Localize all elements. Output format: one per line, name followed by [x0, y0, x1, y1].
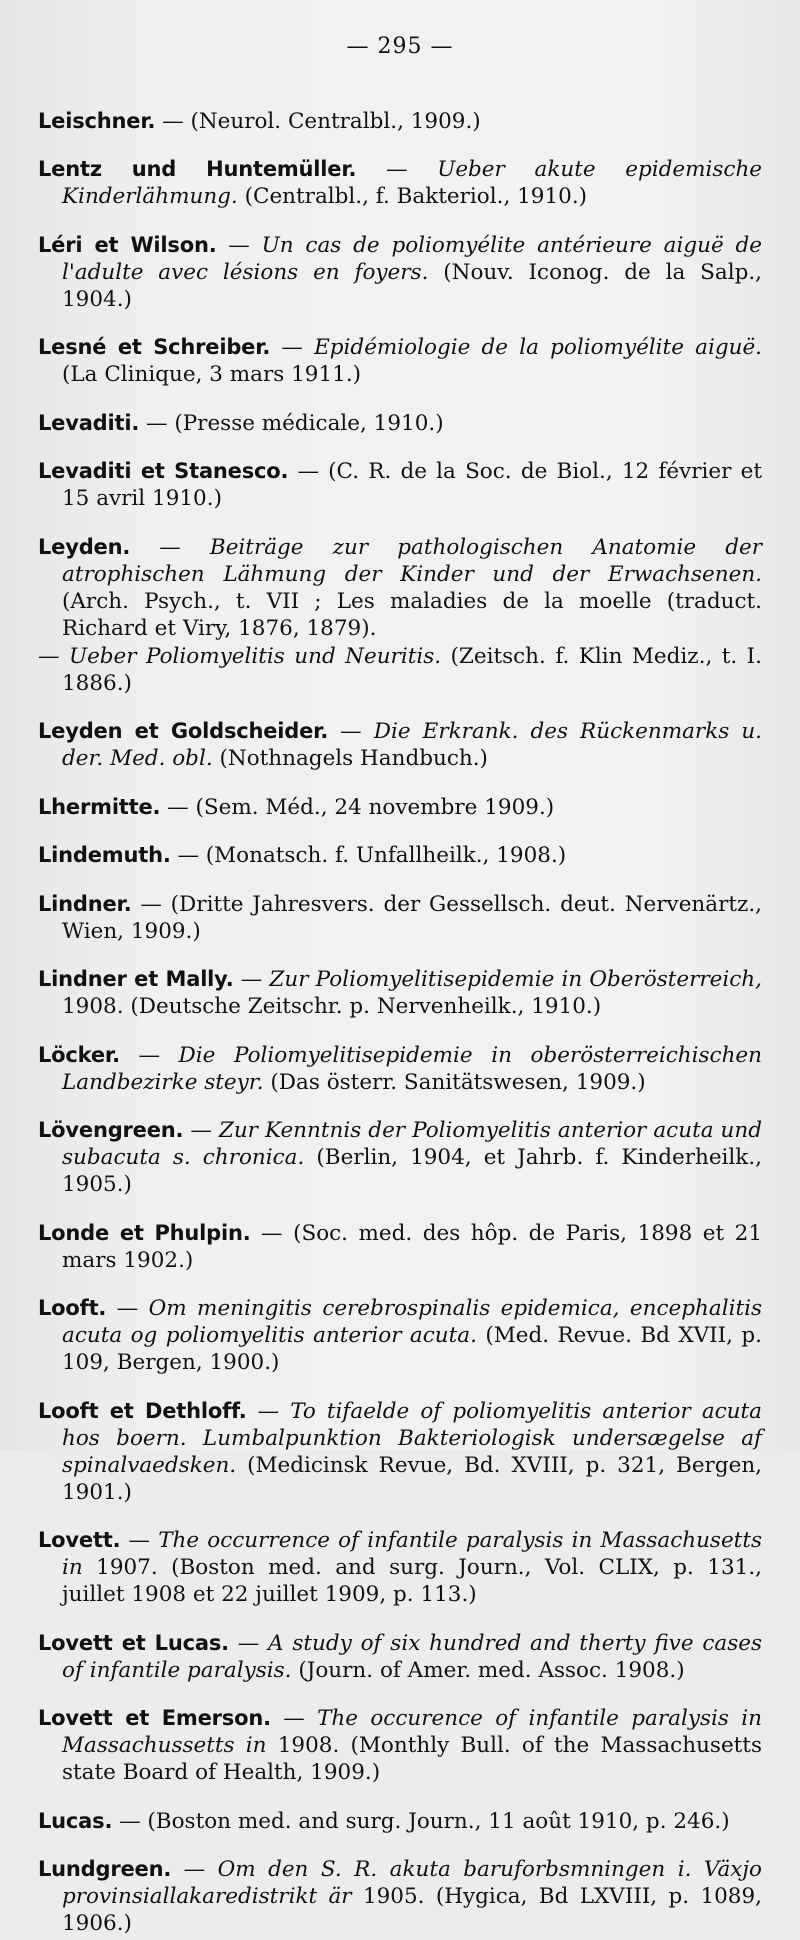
work-title: Die Poliomyelitisepidemie in oberösterreichischen Landbezirke steyr.: [62, 1042, 762, 1095]
bibliography-entry: [38, 643, 762, 697]
bibliography-entry: [38, 794, 762, 821]
bibliography-entry: [38, 718, 762, 772]
author-name: Londe et Phulpin.: [38, 1220, 251, 1245]
author-name: Leyden.: [38, 534, 131, 559]
author-name: Lovett et Emerson.: [38, 1706, 271, 1730]
bibliography-entry: [38, 891, 762, 945]
bibliography-entry: [38, 410, 762, 437]
publication-details: (Nouv. Iconog. de la Salp., 1904.): [62, 259, 763, 312]
publication-details: 1908. (Monthly Bull. of the Massachusetts state Board of Health, 1909.): [62, 1733, 762, 1785]
publication-details: 1905. (Hygica, Bd LXVIII, p. 1089, 1906.): [62, 1884, 762, 1936]
entry-dash: —: [183, 1118, 219, 1143]
bibliography-entry: [38, 458, 762, 512]
entry-dash: —: [328, 719, 374, 744]
bibliography-entry: [38, 1856, 762, 1937]
entry-dash: —: [130, 534, 210, 560]
publication-details: (Monatsch. f. Unfallheilk., 1908.): [205, 843, 567, 868]
publication-details: (Medicinsk Revue, Bd. XVIII, p. 321, Bergen, 1901.): [62, 1452, 762, 1505]
work-title: Om den S. R. akuta baruforbsmningen i. Växjo provinsiallakaredistrikt är: [62, 1857, 762, 1909]
bibliography-entry: [38, 966, 762, 1020]
author-name: Looft.: [38, 1296, 107, 1320]
entry-dash: —: [233, 967, 270, 992]
bibliography-entry: [38, 1398, 762, 1506]
publication-details: (Soc. med. des hôp. de Paris, 1898 et 21 mars 1902.): [62, 1220, 762, 1273]
work-title: The occurrence of infantile paralysis in Massachusetts in: [62, 1528, 762, 1580]
publication-details: (Nothnagels Handbuch.): [212, 746, 488, 771]
bibliography-entry: [38, 156, 762, 210]
work-title: Un cas de poliomyélite antérieure aiguë de l'adulte avec lésions en foyers.: [62, 232, 762, 285]
entry-dash: —: [155, 108, 191, 134]
entry-dash: —: [246, 1398, 291, 1424]
entry-dash: —: [119, 1042, 179, 1068]
entry-dash: —: [270, 335, 315, 360]
work-title: Ueber Poliomyelitis und Neuritis.: [68, 643, 442, 669]
author-name: Leyden et Goldscheider.: [38, 719, 329, 743]
entry-dash: —: [139, 410, 175, 436]
publication-details: (Dritte Jahresvers. der Gessellsch. deut. Nervenärtz., Wien, 1909.): [62, 891, 762, 944]
bibliography-entry: [38, 1042, 762, 1096]
bibliography-entry: [38, 1117, 762, 1198]
entry-dash: —: [228, 1630, 269, 1656]
author-name: Lindemuth.: [38, 843, 171, 867]
bibliography-entry: [38, 842, 762, 869]
publication-details: (Arch. Psych., t. VII ; Les maladies de la moelle (traduct. Richard et Viry, 1876, 1879).: [62, 588, 762, 641]
publication-details: (La Clinique, 3 mars 1911.): [62, 362, 362, 387]
entry-dash: —: [112, 1808, 148, 1834]
work-title: Epidémiologie de la poliomyélite aiguë.: [314, 335, 763, 360]
entry-dash: —: [38, 643, 69, 669]
bibliography-entry: [38, 534, 762, 642]
bibliography-entry: [38, 1808, 762, 1835]
author-name: Lesné et Schreiber.: [38, 335, 271, 359]
author-name: Lövengreen.: [38, 1118, 184, 1142]
work-title: A study of six hundred and therty five cases of infantile paralysis.: [62, 1630, 763, 1683]
entry-dash: —: [170, 843, 206, 868]
publication-details: (C. R. de la Soc. de Biol., 12 février et 15 avril 1910.): [62, 459, 762, 511]
work-title: Zur Kenntnis der Poliomyelitis anterior acuta und subacuta s. chronica.: [62, 1118, 763, 1170]
publication-details: (Neurol. Centralbl., 1909.): [190, 108, 481, 134]
author-name: Lindner.: [38, 891, 132, 916]
publication-details: (Presse médicale, 1910.): [174, 410, 444, 436]
bibliography-entry: [38, 1705, 762, 1786]
entry-dash: —: [131, 891, 171, 917]
author-name: Lentz und Huntemüller.: [38, 157, 357, 181]
author-name: Lhermitte.: [38, 794, 161, 819]
work-title: Om meningitis cerebrospinalis epidemica, encephalitis acuta og poliomyelitis anterior acuta.: [62, 1296, 762, 1348]
entry-dash: —: [288, 459, 329, 484]
author-name: Lucas.: [38, 1808, 113, 1833]
publication-details: (Boston med. and surg. Journ., 11 août 1910, p. 246.): [147, 1808, 730, 1834]
bibliography-entry: [38, 108, 762, 135]
entry-dash: —: [356, 157, 438, 182]
author-name: Lovett et Lucas.: [38, 1630, 229, 1655]
entry-dash: —: [106, 1296, 149, 1321]
publication-details: (Zeitsch. f. Klin Mediz., t. I. 1886.): [62, 643, 762, 696]
bibliography-entry: [38, 1630, 762, 1684]
bibliography-entry: [38, 1295, 762, 1376]
author-name: Léri et Wilson.: [38, 232, 217, 257]
author-name: Löcker.: [38, 1042, 120, 1067]
publication-details: (Berlin, 1904, et Jahrb. f. Kinderheilk., 1905.): [62, 1145, 762, 1197]
entry-dash: —: [250, 1220, 294, 1246]
publication-details: (Journ. of Amer. med. Assoc. 1908.): [291, 1657, 685, 1683]
entry-dash: —: [216, 232, 262, 258]
entry-dash: —: [160, 794, 196, 820]
entry-dash: —: [270, 1706, 318, 1731]
work-title: To tifaelde of poliomyelitis anterior acuta hos boern. Lumbalpunktion Bakteriologisk undersægelse af spinalvaedsken.: [62, 1398, 762, 1478]
publication-details: 1908. (Deutsche Zeitschr. p. Nervenheilk., 1910.): [62, 994, 602, 1019]
publication-details: (Med. Revue. Bd XVII, p. 109, Bergen, 1900.): [62, 1323, 763, 1375]
author-name: Lindner et Mally.: [38, 967, 234, 991]
author-name: Levaditi.: [38, 410, 140, 435]
work-title: Zur Poliomyelitisepidemie in Oberösterreich,: [269, 967, 762, 992]
work-title: The occurence of infantile paralysis in Massachussetts in: [62, 1706, 762, 1758]
bibliography-entry: [38, 1220, 762, 1274]
author-name: Lovett.: [38, 1528, 121, 1552]
work-title: Ueber akute epidemische Kinderlähmung.: [62, 157, 763, 209]
work-title: Beiträge zur pathologischen Anatomie der atrophischen Lähmung der Kinder und der Erwachsenen.: [62, 534, 763, 587]
publication-details: 1907. (Boston med. and surg. Journ., Vol. CLIX, p. 131., juillet 1908 et 22 juillet 1909, p. 113.): [62, 1555, 762, 1607]
author-name: Looft et Dethloff.: [38, 1398, 247, 1423]
publication-details: (Das österr. Sanitätswesen, 1909.): [263, 1069, 646, 1095]
bibliography-list: [38, 86, 762, 1940]
bibliography-entry: [38, 334, 762, 388]
bibliography-entry: [38, 232, 762, 313]
work-title: Die Erkrank. des Rückenmarks u. der. Med. obl.: [62, 719, 762, 771]
author-name: Levaditi et Stanesco.: [38, 459, 289, 483]
author-name: Lundgreen.: [38, 1857, 172, 1881]
page-number: — 295 —: [346, 34, 454, 59]
entry-dash: —: [120, 1528, 159, 1553]
author-name: Leischner.: [38, 108, 156, 133]
publication-details: (Sem. Méd., 24 novembre 1909.): [195, 794, 555, 820]
bibliography-entry: [38, 1527, 762, 1608]
publication-details: (Centralbl., f. Bakteriol., 1910.): [237, 184, 588, 209]
entry-dash: —: [171, 1857, 218, 1882]
